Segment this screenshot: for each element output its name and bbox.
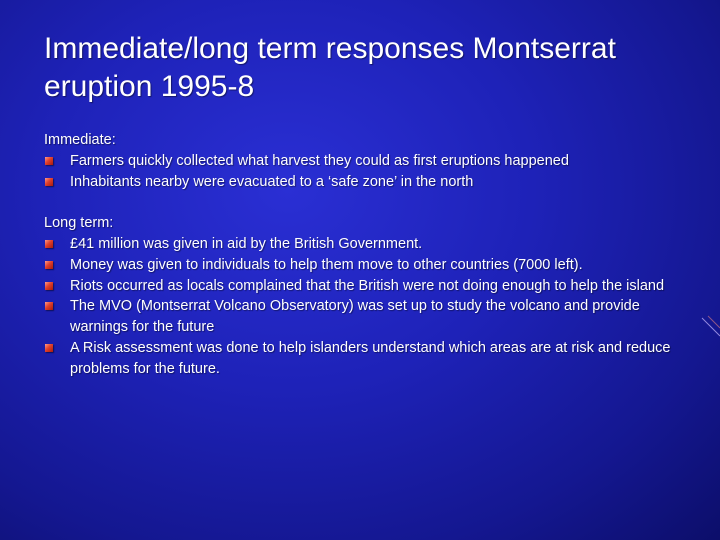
list-item bbox=[44, 276, 684, 297]
slide-title: Immediate/long term responses Montserrat eruption 1995-8 bbox=[44, 32, 616, 103]
bullet-text: Farmers quickly collected what harvest they could as first eruptions happened bbox=[70, 152, 569, 169]
section-immediate bbox=[44, 130, 684, 192]
bullet-text: £41 million was given in aid by the British Government. bbox=[70, 235, 423, 252]
red-square-bullet-icon bbox=[45, 344, 53, 352]
section-long-term bbox=[44, 213, 684, 379]
red-square-bullet-icon bbox=[45, 261, 53, 269]
bullet-text: Riots occurred as locals complained that the British were not doing enough to help the island bbox=[70, 277, 665, 294]
slide-body bbox=[44, 130, 684, 380]
red-square-bullet-icon bbox=[45, 178, 53, 186]
list-item bbox=[44, 234, 684, 255]
red-square-bullet-icon bbox=[45, 302, 53, 310]
bullet-text: Money was given to individuals to help them move to other countries (7000 left). bbox=[70, 256, 583, 273]
bullet-text: Inhabitants nearby were evacuated to a ‘safe zone’ in the north bbox=[70, 173, 474, 190]
red-square-bullet-icon bbox=[45, 157, 53, 165]
bullet-text: The MVO (Montserrat Volcano Observatory) was set up to study the volcano and provide warnings for the future bbox=[70, 298, 640, 336]
section-spacer bbox=[44, 192, 684, 213]
list-item bbox=[44, 255, 684, 276]
list-item bbox=[44, 296, 684, 338]
bullet-text: A Risk assessment was done to help islanders understand which areas are at risk and reduce problems for the future. bbox=[70, 339, 671, 377]
list-item bbox=[44, 338, 684, 380]
red-square-bullet-icon bbox=[45, 240, 53, 248]
bullet-list bbox=[44, 151, 684, 193]
section-heading: Immediate: bbox=[44, 132, 116, 148]
red-square-bullet-icon bbox=[45, 282, 53, 290]
list-item bbox=[44, 151, 684, 172]
bullet-list bbox=[44, 234, 684, 380]
section-heading: Long term: bbox=[44, 215, 114, 232]
list-item bbox=[44, 172, 684, 193]
